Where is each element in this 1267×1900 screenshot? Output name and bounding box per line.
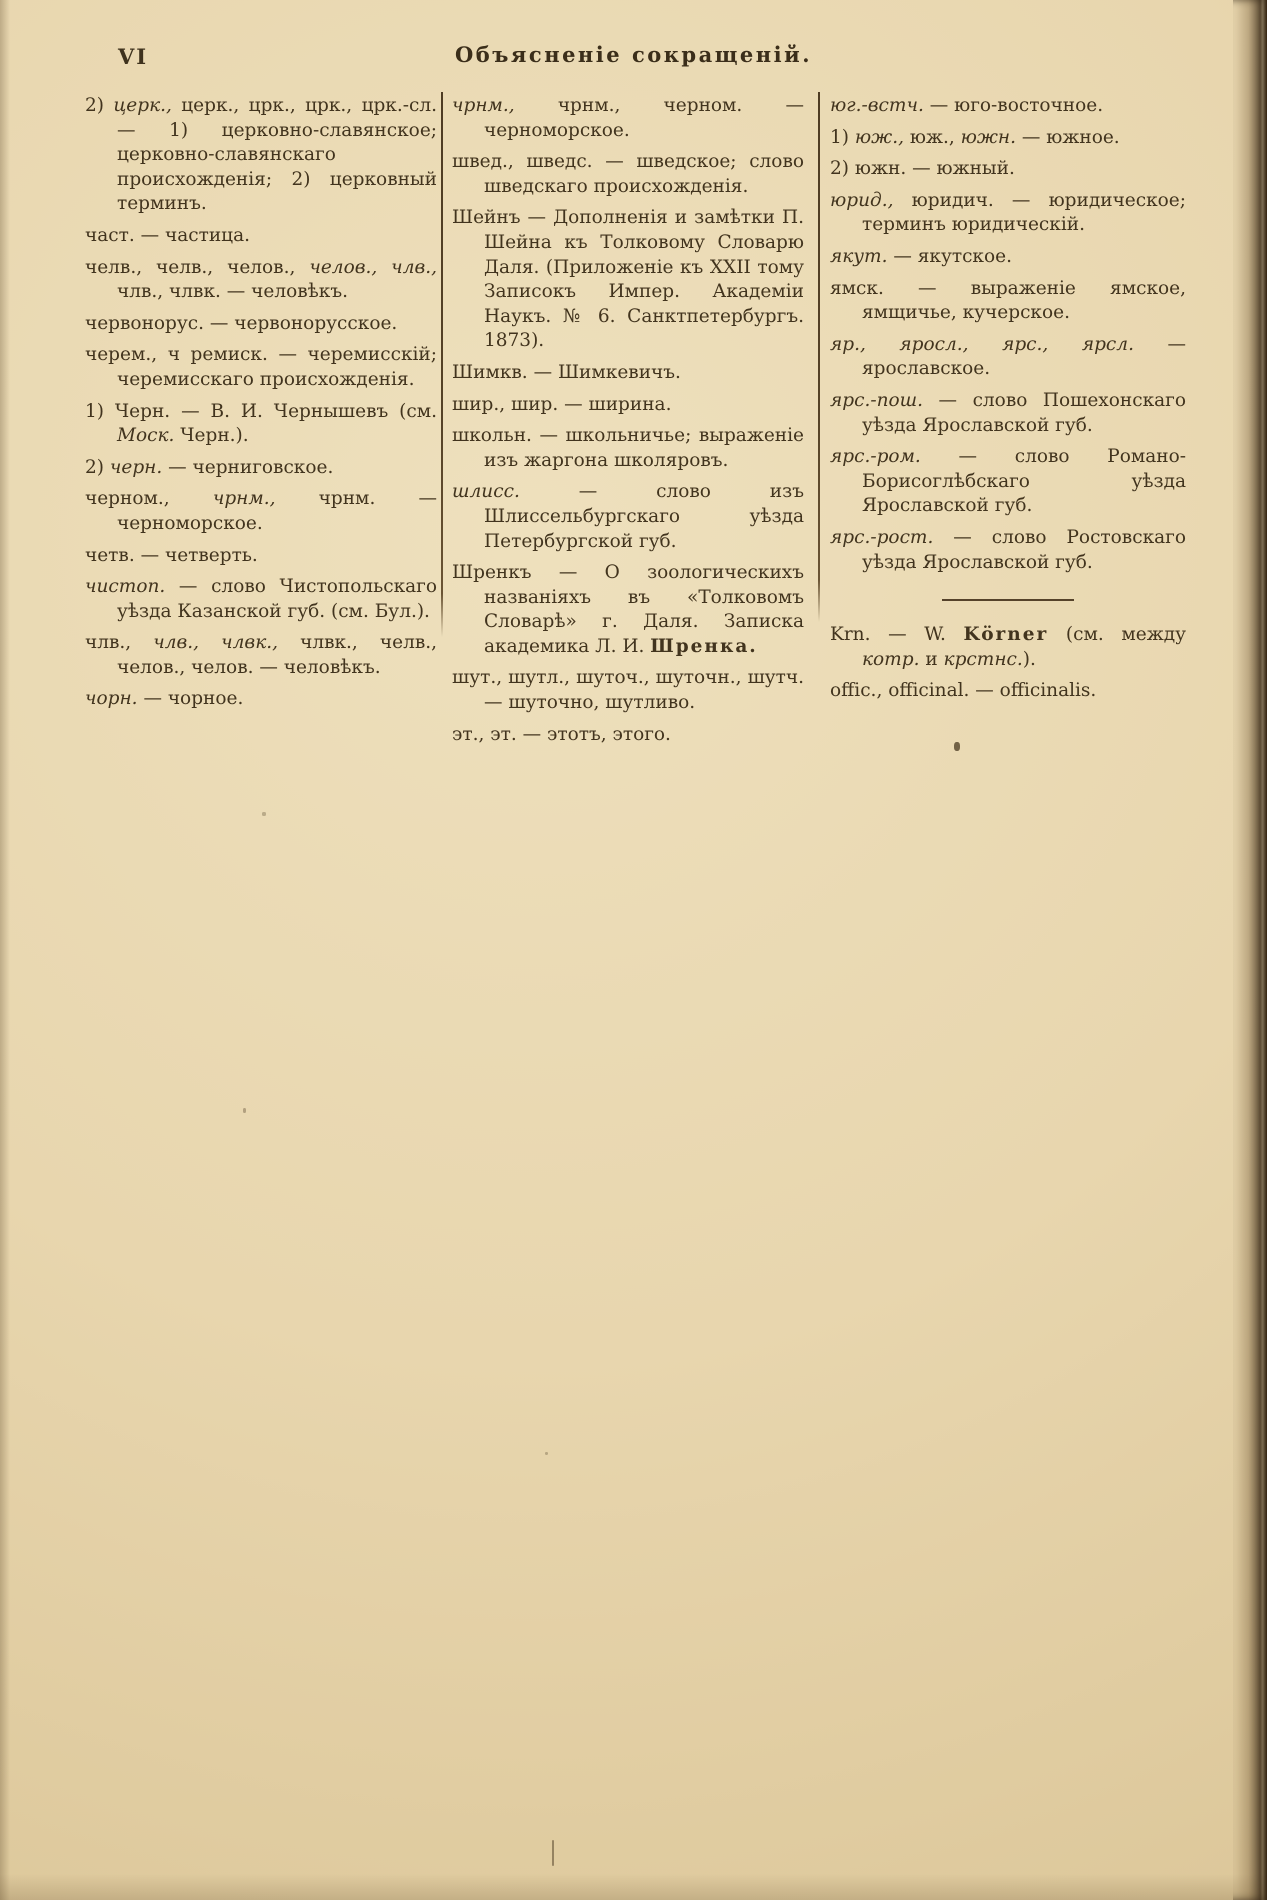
- abbreviation-entry: яр., яросл., ярс., ярсл. — ярославское.: [830, 333, 1186, 380]
- abbreviation-entry: ярс.-пош. — слово Пошехонскаго уѣзда Ярославской губ.: [830, 389, 1186, 436]
- abbreviation-entry: четв. — четверть.: [85, 544, 258, 566]
- abbreviation-entry: эт., эт. — этотъ, этого.: [452, 723, 671, 745]
- binding-shadow: [1233, 0, 1267, 1900]
- abbreviation-entry: школьн. — школьничье; выраженіе изъ жаргона школяровъ.: [452, 425, 804, 471]
- abbreviation-entry: 2) черн. — черниговское.: [85, 456, 334, 478]
- section-divider: [942, 599, 1074, 601]
- abbreviation-entry: юрид., юридич. — юридическое; терминъ юридическій.: [830, 189, 1186, 236]
- column-right: [830, 94, 1186, 711]
- abbreviation-entry: ямск. — выраженіе ямское, ямщичье, кучерское.: [830, 277, 1186, 324]
- abbreviation-entry: Krn. — W. Körner (см. между котр. и крстнс.).: [830, 624, 1186, 670]
- abbreviation-entry: чистоп. — слово Чистопольскаго уѣзда Казанской губ. (см. Бул.).: [85, 576, 437, 622]
- abbreviation-entry: offic., officinal. — officinalis.: [830, 680, 1097, 702]
- abbreviation-entry: 1) Черн. — В. И. Чернышевъ (см. Моск. Черн.).: [85, 400, 437, 447]
- column-right-footer: [830, 623, 1186, 704]
- abbreviation-entry: ярс.-ром. — слово Романо-Борисоглѣбскаго уѣзда Ярославской губ.: [830, 446, 1186, 517]
- abbreviation-entry: чрнм., чрнм., черном. — черноморское.: [452, 95, 804, 141]
- abbreviation-entry: юг.-встч. — юго-восточное.: [830, 95, 1104, 116]
- abbreviation-entry: шир., шир. — ширина.: [452, 393, 672, 415]
- column-middle: [452, 94, 804, 754]
- abbreviation-entry: шут., шутл., шуточ., шуточн., шутч.— шуточно, шутливо.: [452, 667, 804, 714]
- page-number: VI: [118, 44, 149, 69]
- abbreviation-entry: швед., шведс. — шведское; слово шведскаго происхожденія.: [452, 151, 804, 197]
- abbreviation-entry: шлисс. — слово изъ Шлиссельбургскаго уѣзда Петербургской губ.: [452, 481, 804, 552]
- abbreviation-entry: черном., чрнм., чрнм. — черноморское.: [85, 488, 437, 534]
- abbreviation-entry: Шейнъ — Дополненія и замѣтки П. Шейна къ Толковому Словарю Даля. (Приложеніе къ XXII тому Записокъ Импер. Академіи Наукъ. № 6. Санктпетербургъ. 1873).: [452, 207, 804, 352]
- ink-speck: [954, 742, 960, 751]
- page-edge-bottom: [0, 1874, 1267, 1900]
- abbreviation-entry: част. — частица.: [85, 224, 250, 246]
- abbreviation-entry: чорн. — чорное.: [85, 688, 244, 710]
- column-divider-right: [818, 92, 820, 622]
- ink-speck: [552, 1840, 554, 1866]
- ink-speck: [262, 812, 266, 816]
- ink-speck: [243, 1108, 246, 1113]
- abbreviation-entry: 2) южн. — южный.: [830, 158, 1015, 180]
- abbreviation-entry: червонорус. — червонорусское.: [85, 312, 398, 334]
- abbreviation-entry: якут. — якутское.: [830, 245, 1012, 267]
- ink-speck: [545, 1452, 548, 1455]
- abbreviation-entry: 1) юж., юж., южн. — южное.: [830, 126, 1120, 148]
- abbreviation-entry: ярс.-рост. — слово Ростовскаго уѣзда Ярославской губ.: [830, 526, 1186, 573]
- abbreviation-entry: челв., челв., челов., челов., члв., члв., члвк. — человѣкъ.: [85, 256, 437, 303]
- abbreviation-entry: 2) церк., церк., црк., црк., црк.-сл.— 1) церковно-славянское; церковно-славянскаго происхожденія; 2) церковный терминъ.: [85, 95, 437, 215]
- page-title: Объясненіе сокращеній.: [454, 42, 813, 67]
- abbreviation-entry: Шренкъ — О зоологическихъ названіяхъ въ «Толковомъ Словарѣ» г. Даля. Записка академика Л. И. Шренка.: [452, 562, 804, 657]
- column-right-main: [830, 94, 1186, 575]
- abbreviation-entry: Шимкв. — Шимкевичъ.: [452, 361, 681, 383]
- page-edge-left: [0, 0, 10, 1900]
- abbreviation-entry: черем., ч ремиск. — черемисскій; черемисскаго происхожденія.: [85, 344, 437, 390]
- abbreviation-entry: члв., члв., члвк., члвк., челв., челов., челов. — человѣкъ.: [85, 632, 438, 678]
- column-left: [85, 94, 437, 719]
- column-divider-left: [441, 92, 443, 637]
